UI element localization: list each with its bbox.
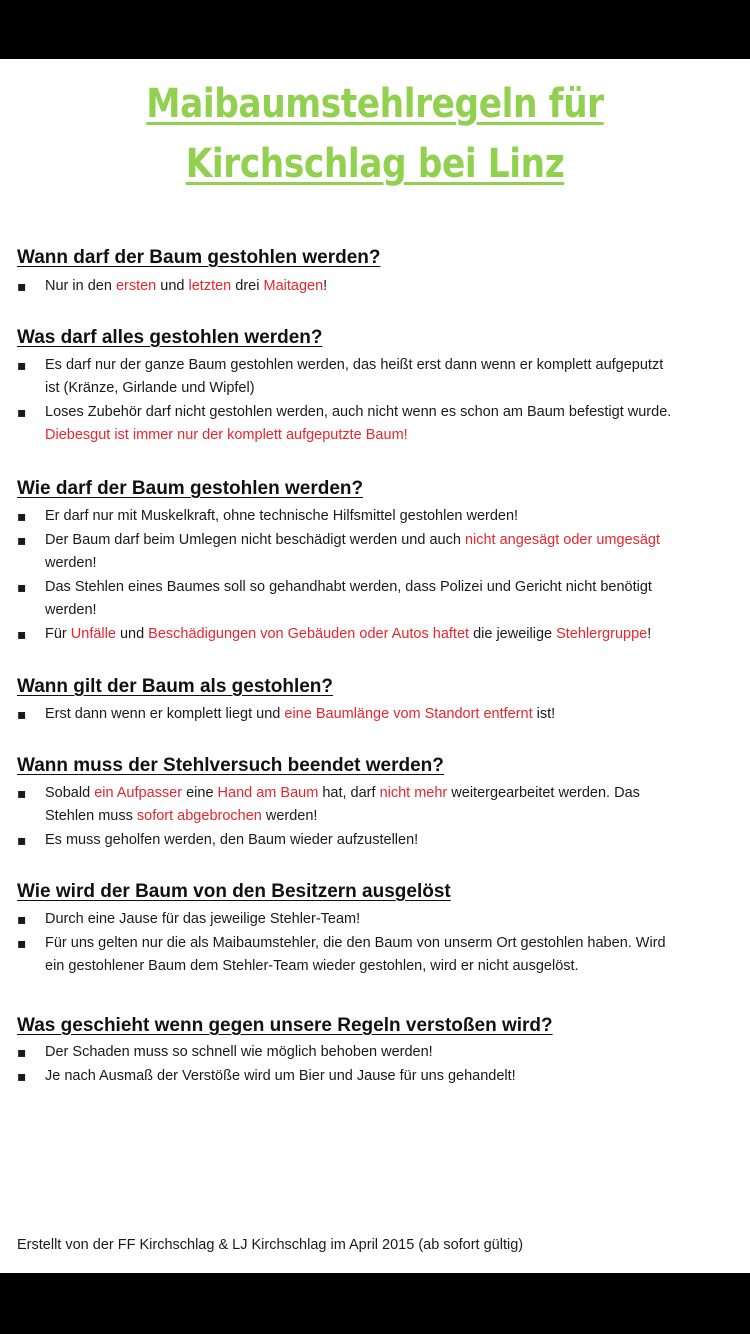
- text-segment: Für uns gelten nur die als Maibaumstehler, die den Baum von unserm Ort gestohlen haben. Wird: [45, 935, 666, 951]
- text-segment: Es darf nur der ganze Baum gestohlen werden, das heißt erst dann wenn er komplett aufgeputzt: [45, 357, 664, 373]
- rule-text-line: [45, 404, 671, 420]
- rule-text-line: [45, 278, 327, 294]
- text-segment: eine: [182, 785, 218, 801]
- text-segment: und: [156, 278, 189, 294]
- rule-text-line: [45, 626, 651, 642]
- bullet-marker-icon: ▪: [17, 509, 27, 525]
- section-heading: Wann muss der Stehlversuch beendet werden?: [17, 755, 444, 776]
- text-segment: und: [115, 626, 149, 642]
- bullet-marker-icon: ▪: [17, 1069, 27, 1085]
- rule-text-line: [45, 555, 97, 571]
- rule-text-line: [45, 785, 640, 801]
- bullet-marker-icon: ▪: [17, 1045, 27, 1061]
- highlighted-text: Beschädigungen von Gebäuden oder Autos haftet: [148, 626, 470, 642]
- text-segment: die jeweilige: [469, 626, 557, 642]
- section-heading: Wie wird der Baum von den Besitzern ausgelöst: [17, 881, 451, 902]
- document-title-line-2: Kirchschlag bei Linz: [185, 141, 565, 187]
- text-segment: Nur in den: [45, 278, 116, 294]
- text-segment: Für: [45, 626, 71, 642]
- text-segment: !: [323, 278, 328, 294]
- text-segment: !: [647, 626, 652, 642]
- rule-text-line: [45, 602, 97, 618]
- bullet-marker-icon: ▪: [17, 580, 27, 596]
- document-title-line-1: Maibaumstehlregeln für: [146, 81, 604, 127]
- text-segment: Es muss geholfen werden, den Baum wieder aufzustellen!: [45, 832, 419, 848]
- document-page: [0, 59, 750, 1273]
- highlighted-text: Diebesgut ist immer nur der komplett aufgeputzte Baum!: [45, 427, 408, 443]
- highlighted-text: nicht mehr: [379, 785, 448, 801]
- rule-text-line: [45, 508, 518, 524]
- section-heading: Wann darf der Baum gestohlen werden?: [17, 247, 381, 268]
- text-segment: Sobald: [45, 785, 95, 801]
- rule-text-line: [45, 935, 666, 951]
- bullet-marker-icon: ▪: [17, 936, 27, 952]
- bullet-marker-icon: ▪: [17, 279, 27, 295]
- bullet-marker-icon: ▪: [17, 833, 27, 849]
- section-heading: Wann gilt der Baum als gestohlen?: [17, 676, 333, 697]
- text-segment: werden!: [45, 555, 97, 571]
- text-segment: drei: [231, 278, 264, 294]
- text-segment: werden!: [261, 808, 318, 824]
- bullet-marker-icon: ▪: [17, 912, 27, 928]
- rule-text-line: [45, 579, 652, 595]
- bullet-marker-icon: ▪: [17, 405, 27, 421]
- document-footer: Erstellt von der FF Kirchschlag & LJ Kirchschlag im April 2015 (ab sofort gültig): [17, 1237, 524, 1253]
- rule-text-line: [45, 1044, 433, 1060]
- text-segment: Er darf nur mit Muskelkraft, ohne technische Hilfsmittel gestohlen werden!: [45, 508, 519, 524]
- rule-text-line: [45, 380, 255, 396]
- highlighted-text: sofort abgebrochen: [136, 808, 262, 824]
- bullet-marker-icon: ▪: [17, 786, 27, 802]
- text-segment: Durch eine Jause für das jeweilige Stehler-Team!: [45, 911, 361, 927]
- highlighted-text: Hand am Baum: [217, 785, 319, 801]
- bullet-marker-icon: ▪: [17, 533, 27, 549]
- highlighted-text: Unfälle: [70, 626, 116, 642]
- text-segment: Je nach Ausmaß der Verstöße wird um Bier und Jause für uns gehandelt!: [45, 1068, 516, 1084]
- text-segment: ein gestohlener Baum dem Stehler-Team wieder gestohlen, wird er nicht ausgelöst.: [45, 958, 579, 974]
- text-segment: Erst dann wenn er komplett liegt und: [45, 706, 285, 722]
- highlighted-text: Maitagen: [263, 278, 324, 294]
- rule-text-line: [45, 808, 317, 824]
- text-segment: ist (Kränze, Girlande und Wipfel): [45, 380, 255, 396]
- bullet-marker-icon: ▪: [17, 707, 27, 723]
- rule-text-line: [45, 832, 418, 848]
- text-segment: hat, darf: [318, 785, 380, 801]
- rule-text-line: [45, 911, 360, 927]
- text-segment: weitergearbeitet werden. Das: [447, 785, 640, 801]
- rule-text-line: [45, 706, 555, 722]
- highlighted-text: ein Aufpasser: [94, 785, 183, 801]
- text-segment: Das Stehlen eines Baumes soll so gehandhabt werden, dass Polizei und Gericht nicht benötigt: [45, 579, 652, 595]
- section-heading: Was geschieht wenn gegen unsere Regeln verstoßen wird?: [17, 1015, 553, 1036]
- highlighted-text: ersten: [115, 278, 157, 294]
- highlighted-text: eine Baumlänge vom Standort entfernt: [284, 706, 533, 722]
- text-segment: Stehlen muss: [45, 808, 137, 824]
- highlighted-text: nicht angesägt oder umgesägt: [464, 532, 661, 548]
- section-heading: Wie darf der Baum gestohlen werden?: [17, 478, 364, 499]
- bullet-marker-icon: ▪: [17, 627, 27, 643]
- highlighted-text: letzten: [188, 278, 232, 294]
- rule-text-line: [45, 958, 579, 974]
- rule-text-line: [45, 532, 660, 548]
- rule-text-line: [45, 1068, 516, 1084]
- text-segment: ist!: [532, 706, 556, 722]
- text-segment: Der Schaden muss so schnell wie möglich behoben werden!: [45, 1044, 433, 1060]
- rule-text-line: [45, 357, 663, 373]
- text-segment: werden!: [45, 602, 97, 618]
- highlighted-text: Stehlergruppe: [556, 626, 648, 642]
- text-segment: Loses Zubehör darf nicht gestohlen werden, auch nicht wenn es schon am Baum befestigt wurde.: [45, 404, 672, 420]
- text-segment: Der Baum darf beim Umlegen nicht beschädigt werden und auch: [45, 532, 465, 548]
- bullet-marker-icon: ▪: [17, 358, 27, 374]
- rule-text-line: [45, 427, 408, 443]
- section-heading: Was darf alles gestohlen werden?: [17, 327, 323, 348]
